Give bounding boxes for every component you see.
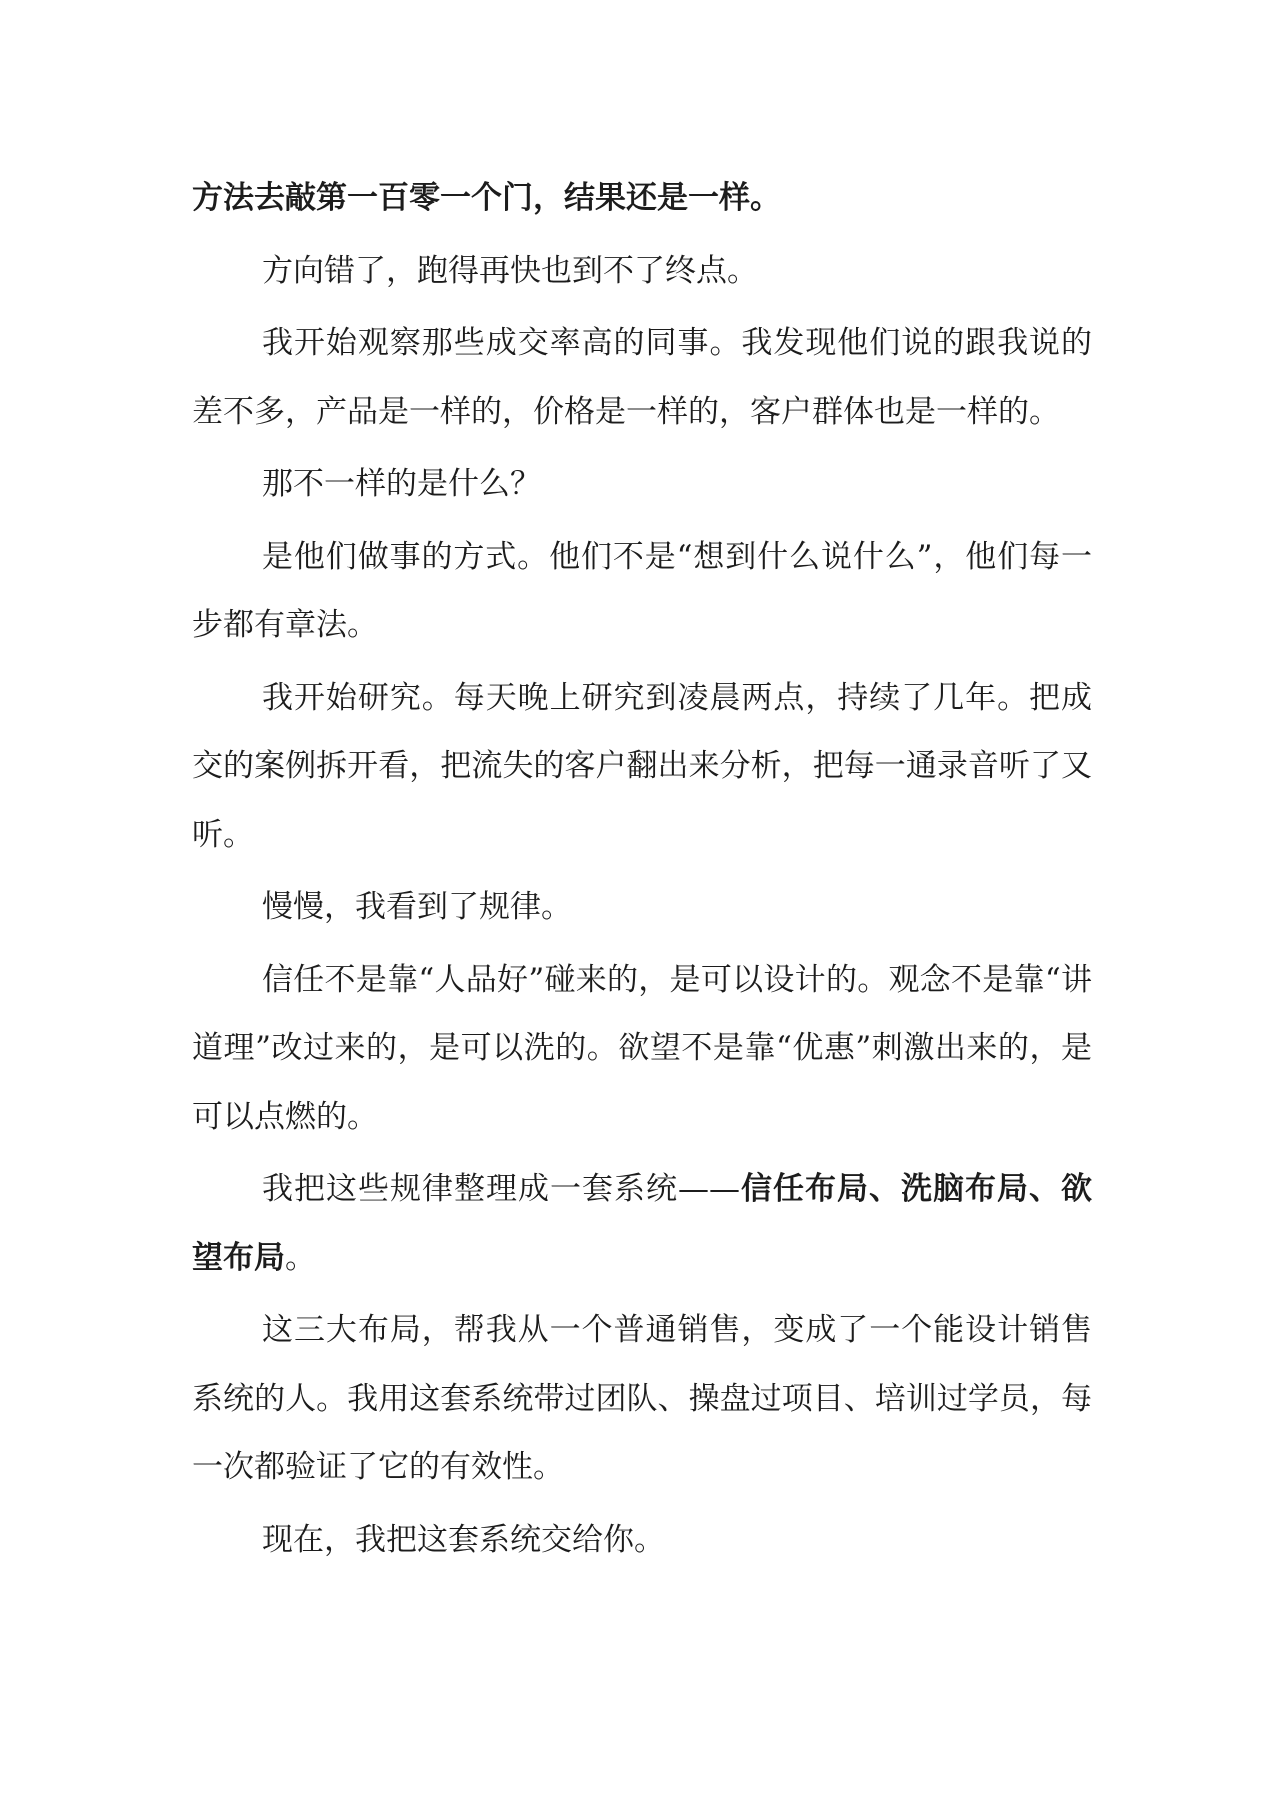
paragraph-8: 信任不是靠“人品好”碰来的，是可以设计的。观念不是靠“讲道理”改过来的，是可以洗的。欲望不是靠“优惠”刺激出来的，是可以点燃的。 — [192, 961, 1092, 1135]
paragraph-10: 这三大布局，帮我从一个普通销售，变成了一个能设计销售系统的人。我用这套系统带过团队、操盘过项目、培训过学员，每一次都验证了它的有效性。 — [192, 1312, 1092, 1485]
paragraph-6: 我开始研究。每天晚上研究到凌晨两点，持续了几年。把成交的案例拆开看，把流失的客户翻出来分析，把每一通录音听了又听。 — [192, 679, 1092, 853]
paragraph-9-plain: 我把这些规律整理成一套系统—— — [262, 1171, 740, 1207]
paragraph-9-tail: 。 — [285, 1239, 316, 1276]
paragraph-2: 方向错了，跑得再快也到不了终点。 — [262, 252, 758, 289]
paragraph-11: 现在，我把这套系统交给你。 — [262, 1521, 665, 1558]
paragraph-1: 方法去敲第一百零一个门，结果还是一样。 — [192, 180, 781, 216]
paragraph-7: 慢慢，我看到了规律。 — [262, 889, 572, 925]
paragraph-9-bold: 信任布局、洗脑布局、欲望布局 — [192, 1171, 1092, 1276]
paragraph-3: 我开始观察那些成交率高的同事。我发现他们说的跟我说的差不多，产品是一样的，价格是一样的，客户群体也是一样的。 — [192, 325, 1092, 430]
document-page — [192, 164, 1092, 1578]
paragraph-5: 是他们做事的方式。他们不是“想到什么说什么”，他们每一步都有章法。 — [192, 538, 1092, 643]
paragraph-4: 那不一样的是什么？ — [262, 466, 541, 502]
paragraph-9 — [192, 1155, 1092, 1292]
